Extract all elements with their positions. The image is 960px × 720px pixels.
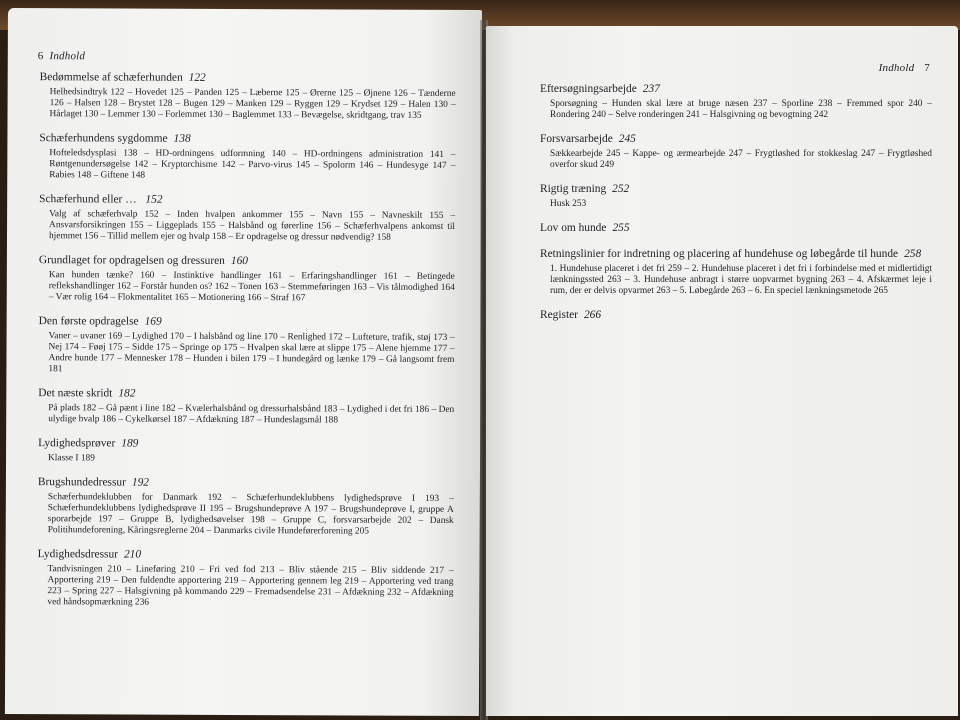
left-toc	[37, 70, 455, 621]
section-title: Lydighedsdressur	[37, 548, 119, 561]
section-title: Bedømmelse af schæferhunden	[39, 71, 183, 84]
section-entries: Tandvisningen 210 – Lineføring 210 – Fri ved fod 213 – Bliv stående 215 – Bliv siddende 217 – Apportering 219 – Den fuldendte apportering 219 – Apportering gennem leg 219 – Apportering ved trang 223 – Spring 227 – Halsgivning på kommando 229 – Fremadsendelse 231 – Afdækning 232 – Afdækning ved håndsopmærkning 236	[47, 564, 454, 608]
left-page	[5, 8, 482, 716]
section-title: Eftersøgningsarbejde	[540, 83, 637, 95]
section-page: 245	[618, 133, 636, 145]
section-title: Register	[540, 309, 578, 321]
section-entries: Klasse I 189	[48, 453, 95, 464]
section-entries: Sækkearbejde 245 – Kappe- og ærmearbejde 247 – Frygtløshed for stokkeslag 247 – Frygtløshed overfor skud 249	[550, 149, 932, 170]
section-entries: Schæferhundeklubben for Danmark 192 – Schæferhundeklubbens lydighedsprøve I 193 – Schæferhundeklubbens lydighedsprøve II 195 – Brugshundeprøve A 197 – Brugshundeprøve I, gruppe A sporarbejde 197 – Gruppe B, lydighedsøvelser 198 – Gruppe C, forsvarsarbejde 202 – Dansk Politihundeforening, Kåringsreglerne 204 – Danmarks civile Hundeførerforening 205	[47, 492, 454, 537]
toc-section	[39, 131, 455, 183]
section-page: 266	[583, 309, 602, 321]
toc-section	[38, 386, 454, 427]
section-title: Lov om hunde	[540, 222, 607, 234]
section-page: 237	[642, 83, 660, 95]
toc-section	[38, 475, 454, 538]
section-title: Retningslinier for indretning og placering af hundehuse og løbegårde til hunde	[540, 248, 899, 260]
section-entries: Hofteledsdysplasi 138 – HD-ordningens udformning 140 – HD-ordningens administration 141 – Røntgenundersøgelse 142 – Kryptorchisme 142 – Parvo-virus 145 – Spolorm 146 – Hundesyge 147 – Rabies 148 – Giftene 148	[49, 148, 456, 181]
section-title: Schæferhund eller …	[39, 193, 140, 206]
section-entries: Vaner – uvaner 169 – Lydighed 170 – I halsbånd og line 170 – Renlighed 172 – Lufteture, trafik, støj 173 – Nej 174 – Føøj 175 – Sidde 175 – Springe op 175 – Hvalpen skal lære at slippe 175 – Alene hjemme 177 – Andre hunde 177 – Mennesker 178 – Hunden i bilen 179 – I hundegård og lænke 179 – Gå langsomt frem 181	[48, 331, 455, 375]
toc-section	[39, 253, 455, 305]
section-title: Grundlaget for opdragelsen og dressuren	[38, 254, 225, 267]
section-title: Rigtig træning	[540, 183, 607, 195]
toc-section	[540, 247, 932, 297]
section-title: Den første opdragelse	[38, 315, 139, 328]
section-title: Forsvarsarbejde	[540, 133, 613, 145]
section-entries: Sporsøgning – Hunden skal lære at bruge næsen 237 – Sporline 238 – Fremmed spor 240 – Rondering 240 – Selve ronderingen 241 – Halsgivning og bevogtning 242	[550, 99, 932, 120]
toc-section	[540, 308, 932, 323]
toc-section	[540, 221, 932, 236]
section-entries: På plads 182 – Gå pænt i line 182 – Kvælerhalsbånd og dressurhalsbånd 183 – Lydighed i det fri 186 – Den ulydige hvalp 186 – Cykelkørsel 187 – Afdækning 187 – Hundeslagsmål 188	[48, 403, 455, 426]
toc-section	[39, 192, 455, 244]
section-page: 182	[118, 387, 136, 400]
section-title: Schæferhundens sygdomme	[39, 132, 168, 145]
section-page: 152	[145, 193, 163, 206]
toc-section	[540, 82, 932, 121]
left-running-head	[38, 50, 85, 62]
right-page-number: 7	[924, 62, 930, 74]
toc-section	[40, 70, 456, 122]
section-title: Brugshundedressur	[37, 476, 126, 489]
section-title: Det næste skridt	[38, 387, 113, 400]
toc-section	[38, 314, 454, 377]
section-entries: Husk 253	[550, 199, 587, 209]
section-entries: Valg af schæferhvalp 152 – Inden hvalpen ankommer 155 – Navn 155 – Navneskilt 155 – Ansvarsforsikringen 155 – Liggeplads 155 – Halsbånd og førerline 156 – Schæferhvalpens ankomst til hjemmet 156 – Tillid mellem ejer og hvalp 158 – Er opdragelse og dressur nødvendig? 158	[48, 209, 456, 243]
toc-section	[37, 547, 453, 610]
right-toc	[540, 82, 932, 334]
toc-section	[38, 436, 454, 466]
section-page: 252	[612, 183, 630, 195]
section-title: Lydighedsprøver	[38, 437, 116, 450]
section-entries: Helhedsindtryk 122 – Hovedet 125 – Panden 125 – Læberne 125 – Ørerne 125 – Øjnene 126 – Tænderne 126 – Halsen 128 – Brystet 128 – Bugen 129 – Manken 129 – Ryggen 129 – Krydset 129 – Halen 130 – Hårlaget 130 – Lemmer 130 – Forlemmet 130 – Baglemmet 133 – Bevægelse, skridtgang, trav 135	[49, 87, 456, 121]
left-running-head-title: Indhold	[49, 50, 86, 63]
section-page: 138	[173, 132, 191, 145]
section-entries: Kan hunden tænke? 160 – Instinktive handlinger 161 – Erfaringshandlinger 161 – Betingede reflekshandlinger 162 – Forstår hunden os? 162 – Tonen 163 – Stemmeføringen 163 – Vis tålmodighed 164 – Vær rolig 164 – Flokmentalitet 165 – Motionering 166 – Straf 167	[48, 270, 455, 304]
section-page: 210	[123, 548, 142, 561]
section-page: 255	[612, 222, 630, 234]
right-page	[486, 26, 958, 716]
section-entries: 1. Hundehuse placeret i det fri 259 – 2. Hundehuse placeret i det fri i forbindelse med et midlertidigt lænkningssted 263 – 3. Hundehuse anbragt i større uopvarmet bygning 263 – 4. Afskærmet leje i rum, der er delvis opvarmet 263 – 5. Løbegårde 263 – 6. En speciel lænkningsmetode 265	[550, 264, 932, 296]
right-running-head	[879, 62, 930, 74]
right-running-head-title: Indhold	[878, 62, 915, 74]
toc-section	[540, 182, 932, 210]
section-page: 160	[230, 254, 249, 268]
section-page: 192	[131, 476, 150, 489]
toc-section	[540, 132, 932, 171]
section-page: 169	[144, 315, 162, 328]
section-page: 122	[188, 71, 206, 84]
section-page: 189	[121, 437, 139, 450]
left-page-number: 6	[37, 50, 44, 63]
section-page: 258	[904, 248, 922, 260]
